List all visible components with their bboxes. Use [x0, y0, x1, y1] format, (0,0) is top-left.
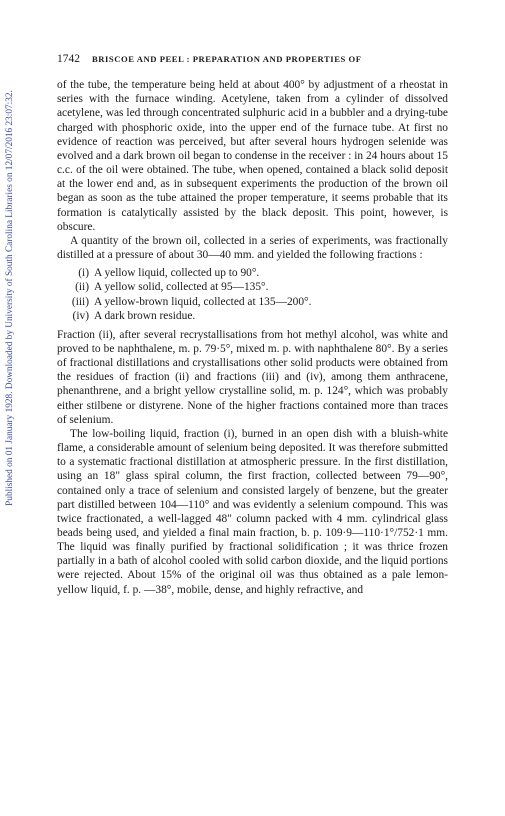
fraction-number: (iv) — [72, 309, 89, 322]
paragraph-low-boiling-liquid: The low-boiling liquid, fraction (i), burned in an open dish with a bluish-white flame, a considerable amount of selenium being deposited. It was therefore submitted to a systematic fractional distillation at atmospheric pressure. In the first distillation, using an 18" glass spiral column, the first fraction, collected between 79—90°, contained only a trace of selenium and consisted largely of benzene, but the greater part distilled between 104—110° and was evidently a selenium compound. This was twice fractionated, a well-lagged 48" column packed with 4 mm. cylindrical glass beads being used, and yielded a final main fraction, b. p. 109·9—110·1°/752·1 mm. The liquid was finally purified by fractional solidification ; it was thrice frozen partially in a bath of alcohol cooled with solid carbon dioxide, and the liquid portions were rejected. About 15% of the original oil was thus obtained as a pale lemon-yellow liquid, f. p. —38°, mobile, dense, and highly refractive, and — [57, 427, 448, 596]
paper-page — [57, 52, 448, 597]
running-title: BRISCOE AND PEEL : PREPARATION AND PROPERTIES OF — [92, 54, 362, 64]
paragraph-distillation: A quantity of the brown oil, collected in a series of experiments, was fractionally distilled at a pressure of about 30—40 mm. and yielded the following fractions : — [57, 234, 448, 262]
fraction-description: A yellow liquid, collected up to 90°. — [94, 267, 260, 280]
list-item — [67, 309, 448, 323]
fraction-number: (iii) — [71, 295, 89, 308]
page-number: 1742 — [57, 53, 80, 65]
provenance-text: Published on 01 January 1928. Downloaded by University of South Carolina Libraries on 12/07/2016 23:07:32. — [5, 89, 16, 506]
list-item — [67, 266, 448, 280]
list-item — [67, 295, 448, 309]
list-item — [67, 280, 448, 294]
fractions-list — [57, 266, 448, 323]
fraction-description: A yellow-brown liquid, collected at 135—200°. — [94, 295, 312, 308]
paragraph-apparatus: of the tube, the temperature being held at about 400° by adjustment of a rheostat in series with the furnace winding. Acetylene, taken from a cylinder of dissolved acetylene, was led through concentrated sulphuric acid in a bubbler and a drying-tube charged with phosphoric oxide, into the upper end of the furnace tube. At first no evidence of reaction was perceived, but after several hours hydrogen selenide was evolved and a dark brown oil began to condense in the receiver : in 24 hours about 15 c.c. of the oil were obtained. The tube, when opened, contained a black solid deposit at the lower end and, as in subsequent experiments the production of the brown oil began as soon as the tube attained the proper temperature, it seems probable that its formation is catalytically assisted by the black deposit. This point, however, is obscure. — [57, 79, 448, 233]
fraction-description: A yellow solid, collected at 95—135°. — [94, 281, 269, 294]
fraction-number: (i) — [78, 267, 89, 280]
page-header — [57, 52, 448, 66]
download-provenance-note — [3, 40, 17, 555]
fraction-number: (ii) — [75, 281, 89, 294]
fraction-description: A dark brown residue. — [94, 309, 196, 322]
paragraph-solid-products: Fraction (ii), after several recrystallisations from hot methyl alcohol, was white and proved to be naphthalene, m. p. 79·5°, mixed m. p. with naphthalene 80°. By a series of fractional distillations and crystallisations other solid products were obtained from the residues of fraction (ii) and fractions (iii) and (iv), among them anthracene, phenanthrene, and a bright yellow crystalline solid, m. p. 124°, which was probably either stilbene or distyrene. None of the higher fractions contained more than traces of selenium. — [57, 328, 448, 426]
